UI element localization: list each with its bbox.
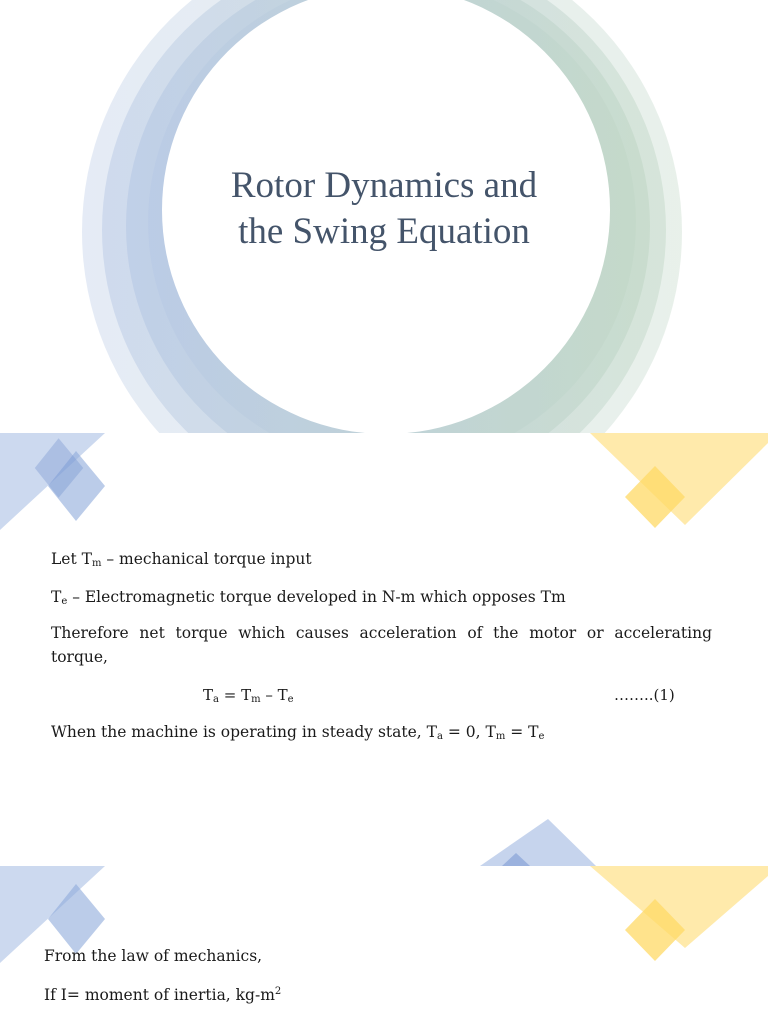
torque-slide xyxy=(0,433,768,866)
te-definition: $T_e$ – Electromagnetic torque developed in N-m which opposes Tm xyxy=(51,588,566,607)
title-slide xyxy=(0,0,768,433)
title-line-1: Rotor Dynamics and xyxy=(230,165,538,206)
title-line-2: the Swing Equation xyxy=(238,211,530,252)
law-of-mechanics: From the law of mechanics, xyxy=(44,947,263,965)
steady-state-statement: When the machine is operating in steady state, $T_a = 0$, $T_m = T_e$ xyxy=(51,723,545,742)
mechanics-slide xyxy=(0,866,768,1024)
slide-title xyxy=(0,163,768,255)
tm-definition: Let $T_m$ – mechanical torque input xyxy=(51,550,312,569)
inertia-definition: If I= moment of inertia, $kg-m^2$ xyxy=(44,986,282,1004)
net-torque-paragraph: Therefore net torque which causes acceleration of the motor or accelerating torque, xyxy=(51,624,712,666)
equation-number: ……..(1) xyxy=(614,686,675,704)
accelerating-torque-equation: $T_a = T_m - T_e$ xyxy=(203,686,294,705)
